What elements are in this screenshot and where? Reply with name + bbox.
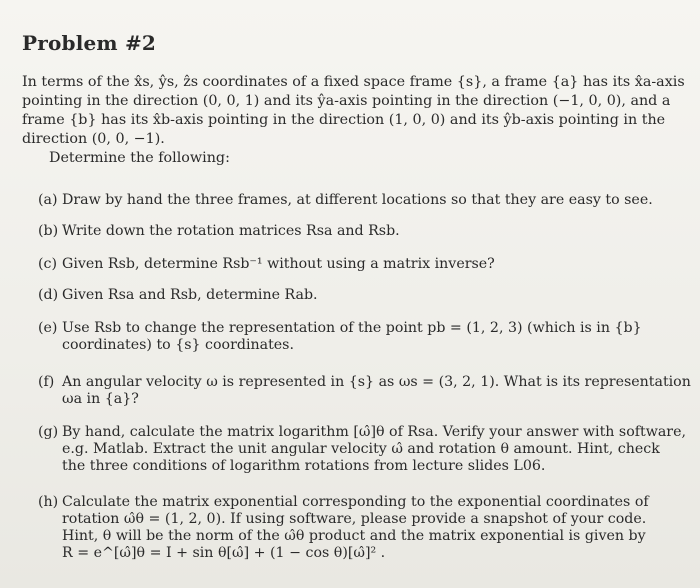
intro-line: pointing in the direction (0, 0, 1) and its ŷa-axis pointing in the direction (−1, 0, 0), and a <box>22 93 671 109</box>
item-label: (c) <box>38 256 58 272</box>
problem-intro <box>22 73 685 168</box>
item-label: (a) <box>38 192 58 208</box>
problem-title: Problem #2 <box>22 31 157 55</box>
item-text: coordinates) to {s} coordinates. <box>62 337 294 353</box>
item-text: Given Rsb, determine Rsb⁻¹ without using a matrix inverse? <box>62 256 495 272</box>
item-text: Given Rsa and Rsb, determine Rab. <box>62 287 318 303</box>
item-text: rotation ω̂θ = (1, 2, 0). If using software, please provide a snapshot of your code. <box>62 511 647 527</box>
item-label: (f) <box>38 374 55 390</box>
item-text: An angular velocity ω is represented in {s} as ωs = (3, 2, 1). What is its representation <box>62 374 691 390</box>
question-item-f <box>38 374 691 408</box>
item-text: Write down the rotation matrices Rsa and Rsb. <box>62 223 400 239</box>
item-label: (g) <box>38 424 59 440</box>
question-item-b <box>38 223 668 240</box>
question-item-c <box>38 256 668 273</box>
item-text: Draw by hand the three frames, at different locations so that they are easy to see. <box>62 192 653 208</box>
item-formula: R = e^[ω̂]θ = I + sin θ[ω̂] + (1 − cos θ)[ω̂]² . <box>62 545 386 561</box>
item-text: Calculate the matrix exponential corresponding to the exponential coordinates of <box>62 494 649 510</box>
question-item-d <box>38 287 668 304</box>
item-text: the three conditions of logarithm rotations from lecture slides L06. <box>62 458 546 474</box>
question-item-e <box>38 320 668 354</box>
item-label: (h) <box>38 494 59 510</box>
intro-line: direction (0, 0, −1). <box>22 131 165 147</box>
intro-line: frame {b} has its x̂b-axis pointing in the direction (1, 0, 0) and its ŷb-axis pointing in the <box>22 112 666 128</box>
question-item-g <box>38 424 686 475</box>
item-label: (d) <box>38 287 59 303</box>
item-label: (b) <box>38 223 59 239</box>
intro-lead: Determine the following: <box>49 150 230 166</box>
item-text: Use Rsb to change the representation of the point pb = (1, 2, 3) (which is in {b} <box>62 320 642 336</box>
item-text: By hand, calculate the matrix logarithm [ω̂]θ of Rsa. Verify your answer with software, <box>62 424 686 440</box>
intro-line: In terms of the x̂s, ŷs, ẑs coordinates of a fixed space frame {s}, a frame {a} has its x̂a-axis <box>22 74 685 90</box>
item-text: Hint, θ will be the norm of the ω̂θ product and the matrix exponential is given by <box>62 528 646 544</box>
question-item-h <box>38 494 668 562</box>
question-item-a <box>38 192 668 209</box>
item-label: (e) <box>38 320 58 336</box>
item-text: e.g. Matlab. Extract the unit angular velocity ω̂ and rotation θ amount. Hint, check <box>62 441 660 457</box>
item-text: ωa in {a}? <box>62 391 139 407</box>
